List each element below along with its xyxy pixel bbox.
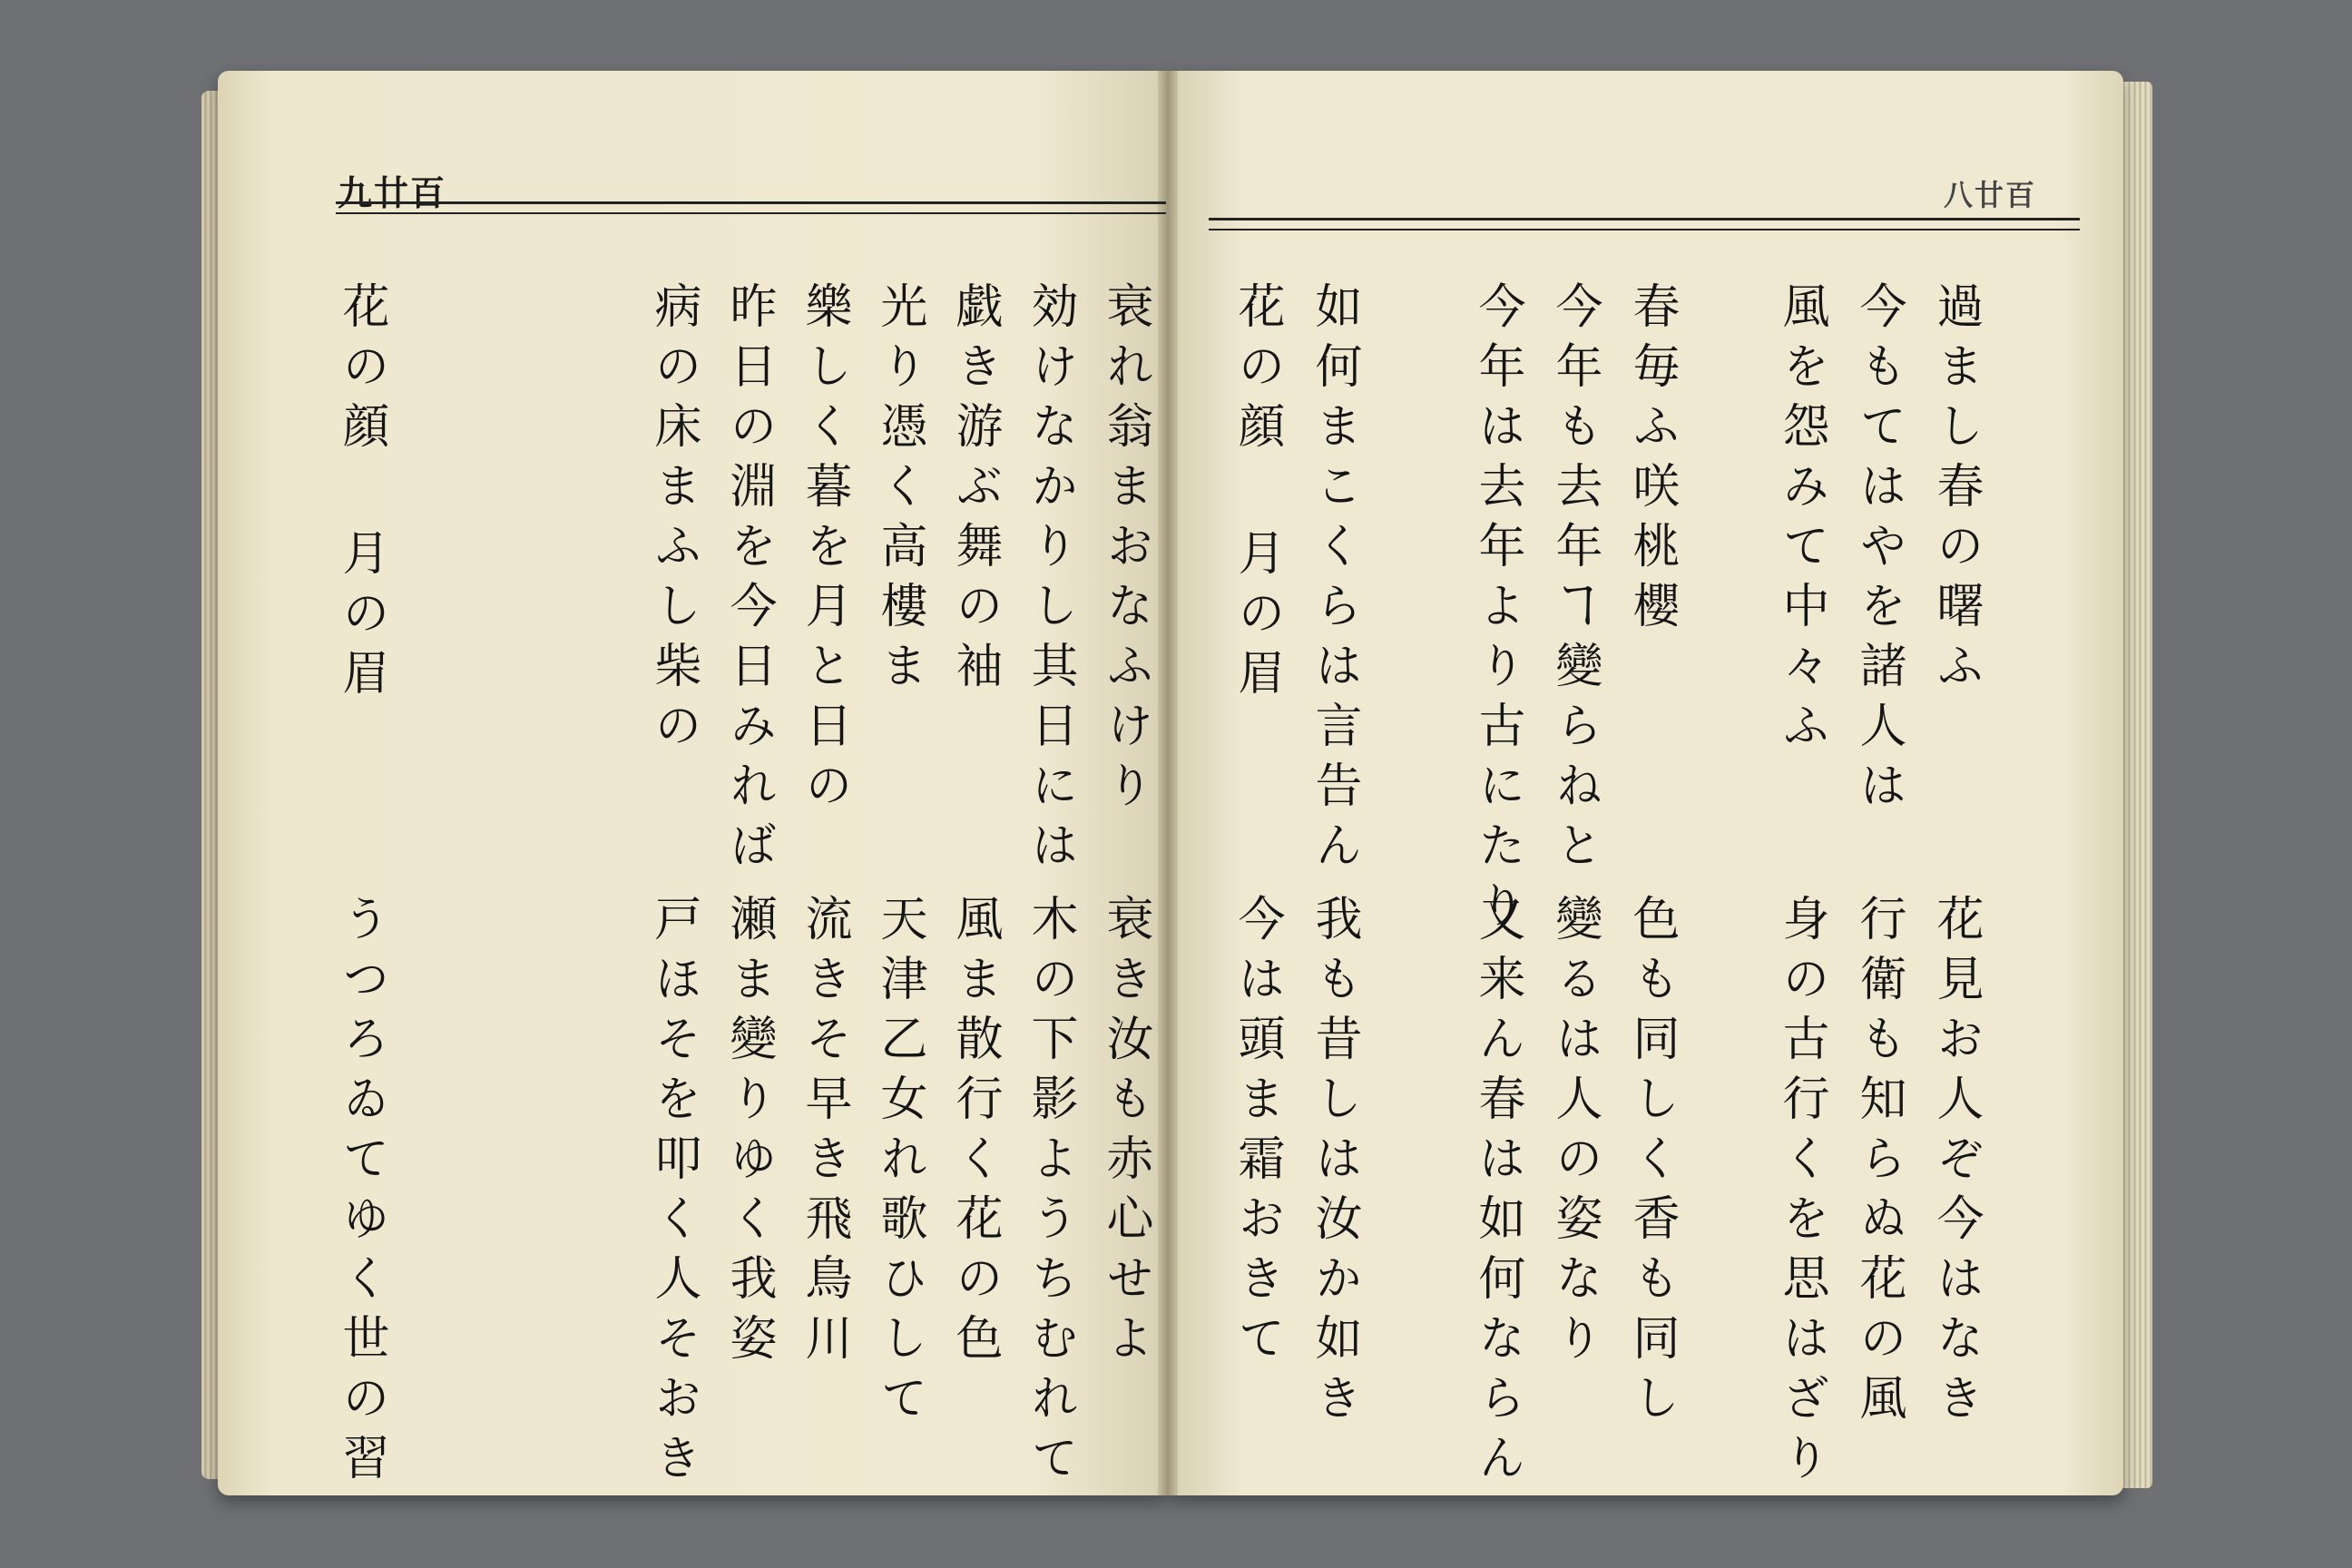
text-column: 風ま散行く花の色	[947, 894, 1002, 1373]
text-column: 過まし春の曙ふ	[1928, 281, 1983, 701]
text-column: 風を怨みて中々ふ	[1774, 281, 1828, 760]
text-column: 天津乙女れ歌ひして	[872, 894, 926, 1433]
text-column: 花の顔 月の眉	[1230, 281, 1284, 708]
book-gutter	[1158, 71, 1178, 1495]
text-column: 變るは人の姿なり	[1547, 894, 1602, 1373]
left-header-rule-thin	[336, 212, 1166, 214]
text-column: 病の床まふし柴の	[646, 281, 701, 760]
text-column: 木の下影ようちむれて	[1023, 894, 1077, 1493]
text-column: 昨日の淵を今日みれば	[721, 281, 776, 880]
text-column: 光り憑く高樓ま	[872, 281, 926, 701]
text-column: 今年も去年ヿ變らねと	[1547, 281, 1602, 880]
text-column: 色も同しく香も同し	[1624, 894, 1679, 1433]
right-header-rule	[1209, 218, 2080, 220]
right-header-rule-thin	[1209, 229, 2080, 230]
text-column: 今は頭ま霜おきて	[1230, 894, 1284, 1373]
left-header-rule	[336, 201, 1166, 204]
bleed-through	[1397, 272, 1441, 1361]
text-column: 花の顔 月の眉	[334, 281, 388, 708]
text-column: 衰れ翁まおなふけり	[1098, 281, 1152, 820]
right-page-number: 八廿百	[1944, 178, 2037, 212]
text-column: うつろゐてゆく世の習	[334, 894, 388, 1493]
text-column: 戸ほそを叩く人そおき	[646, 894, 701, 1493]
text-column: 戯き游ぶ舞の袖	[947, 281, 1002, 701]
text-column: 今年は去年より古にたり	[1470, 281, 1524, 940]
text-column: 行衛も知らぬ花の風	[1851, 894, 1906, 1433]
text-column: 又来ん春は如何ならん	[1470, 894, 1524, 1493]
text-column: 我も昔しは汝か如き	[1307, 894, 1361, 1433]
left-page-number: 九廿百	[338, 172, 447, 213]
text-column: 効けなかりし其日には	[1023, 281, 1077, 880]
text-column: 春毎ふ咲桃櫻	[1624, 281, 1679, 641]
text-column: 瀬ま變りゆく我姿	[721, 894, 776, 1373]
text-column: 花見お人ぞ今はなき	[1928, 894, 1983, 1433]
text-column: 樂しく暮を月と日の	[797, 281, 851, 820]
text-column: 今もてはやを諸人は	[1851, 281, 1906, 820]
text-column: 如何まこくらは言告ん	[1307, 281, 1361, 880]
text-column: 流きそ早き飛鳥川	[797, 894, 851, 1373]
text-column: 身の古行くを思はざり	[1774, 894, 1828, 1493]
text-column: 衰き汝も赤心せよ	[1098, 894, 1152, 1373]
